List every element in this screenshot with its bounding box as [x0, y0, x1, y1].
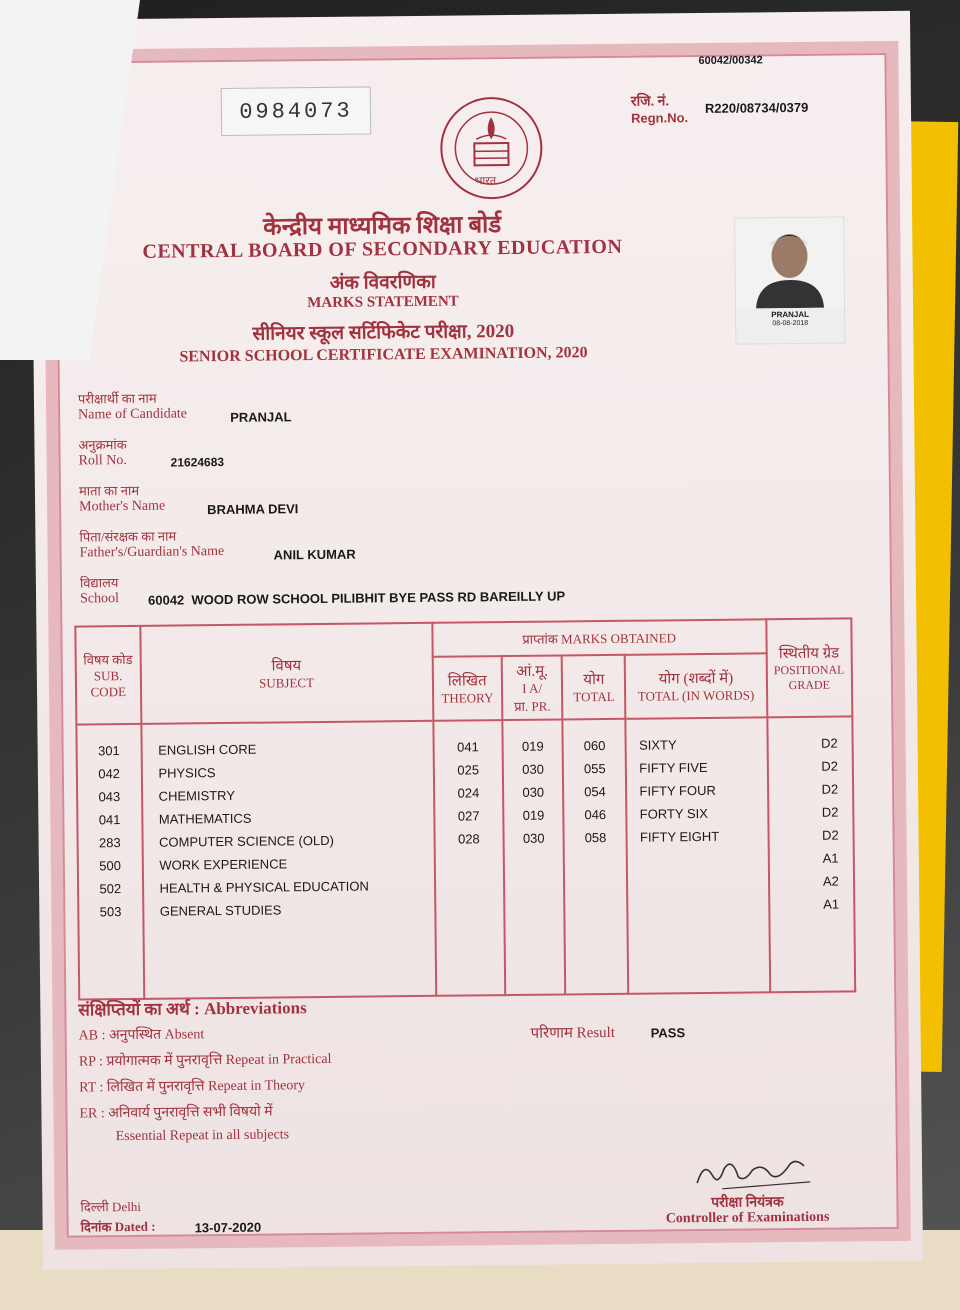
sub-code: 283: [80, 831, 141, 855]
col-sub-code-hi: विषय कोड: [78, 650, 139, 669]
col-marks-obtained: प्राप्तांक MARKS OBTAINED: [432, 619, 766, 656]
col-ia-hi: आं.मू.: [504, 660, 561, 681]
father-label-en: Father's/Guardian's Name: [80, 544, 225, 562]
statement-title-en: MARKS STATEMENT: [33, 291, 733, 315]
col-grade-hi: स्थितीय ग्रेड: [768, 642, 850, 663]
ia-mark: 030: [505, 826, 562, 850]
dated-label-en: Dated :: [115, 1219, 156, 1234]
father-name: ANIL KUMAR: [274, 547, 356, 563]
name-label-hi: परीक्षार्थी का नाम: [78, 389, 157, 408]
col-sub-code: [75, 626, 141, 725]
subjects-column: [141, 721, 436, 999]
board-title-en: CENTRAL BOARD OF SECONDARY EDUCATION: [32, 235, 732, 265]
abbr-rp: RP : प्रयोगात्मक में पुनरावृत्ति Repeat in Practical: [79, 1049, 332, 1071]
ia-mark: 030: [505, 757, 562, 781]
result-label: [531, 1022, 616, 1043]
marks-statement-sheet: [30, 11, 923, 1270]
board-title-hi: केन्द्रीय माध्यमिक शिक्षा बोर्ड: [32, 205, 732, 245]
result-value: PASS: [651, 1025, 686, 1040]
controller-signature: [692, 1152, 812, 1193]
words-column: [626, 717, 770, 993]
grade: A1: [810, 892, 853, 915]
marks-table: [74, 617, 856, 1000]
photo-name: PRANJAL: [736, 309, 844, 319]
theory-mark: 024: [436, 781, 501, 805]
theory-mark: 028: [436, 827, 501, 851]
ia-mark: 030: [505, 780, 562, 804]
abbr-title-hi: संक्षिप्तियों का अर्थ :: [78, 999, 200, 1019]
grade: D2: [808, 754, 851, 777]
roll-number: 21624683: [171, 455, 225, 470]
sub-code: 502: [80, 877, 141, 901]
cbse-emblem: [436, 93, 547, 204]
col-subject: [140, 623, 433, 724]
subject-name: COMPUTER SCIENCE (OLD): [159, 828, 432, 854]
subject-name: MATHEMATICS: [159, 805, 432, 831]
col-pr: प्रा. PR.: [504, 696, 561, 715]
subject-name: HEALTH & PHYSICAL EDUCATION: [159, 874, 432, 900]
col-ia-en: I A/: [504, 680, 561, 697]
col-total: [562, 655, 626, 720]
theory-mark: 041: [435, 735, 500, 759]
col-words-hi: योग (शब्दों में): [627, 667, 764, 688]
total-in-words: FIFTY EIGHT: [640, 824, 766, 848]
col-words-en: TOTAL (IN WORDS): [627, 687, 764, 704]
name-label-en: Name of Candidate: [78, 406, 187, 423]
candidate-photo: [734, 216, 845, 344]
subject-name: PHYSICS: [158, 759, 431, 785]
col-total-en: TOTAL: [564, 689, 623, 706]
col-theory-en: THEORY: [435, 690, 500, 707]
roll-label-hi: अनुक्रमांक: [78, 435, 126, 454]
sub-code: 042: [79, 762, 140, 786]
photo-date: 08-08-2018: [736, 319, 844, 327]
place: [80, 1197, 141, 1216]
emblem-text: भारत: [475, 173, 497, 188]
issue-date: 13-07-2020: [195, 1220, 262, 1236]
total-in-words: FIFTY FOUR: [639, 778, 765, 802]
place-hi: दिल्ली: [80, 1199, 108, 1214]
grade-column: [767, 716, 855, 992]
subject-name: ENGLISH CORE: [158, 736, 431, 762]
col-total-hi: योग: [564, 669, 623, 690]
total-in-words: SIXTY: [639, 732, 765, 756]
total-column: [563, 719, 629, 995]
col-grade-en: POSITIONAL GRADE: [768, 662, 850, 693]
total-mark: 054: [565, 780, 624, 804]
abbr-ab: AB : अनुपस्थित Absent: [79, 1024, 205, 1044]
subject-name: CHEMISTRY: [159, 782, 432, 808]
result-label-hi: परिणाम: [531, 1025, 573, 1041]
abbr-title: [78, 995, 307, 1020]
candidate-name: PRANJAL: [230, 409, 292, 425]
dated-label-hi: दिनांक: [81, 1219, 112, 1234]
sub-code: 503: [80, 900, 141, 924]
mother-name: BRAHMA DEVI: [207, 501, 298, 517]
col-subject-en: SUBJECT: [142, 674, 430, 693]
father-label-hi: पिता/संरक्षक का नाम: [79, 526, 176, 545]
col-subject-hi: विषय: [142, 654, 430, 677]
regn-label-hi: रजि. नं.: [631, 91, 669, 110]
col-sub-code-en: SUB. CODE: [78, 668, 139, 701]
grade: D2: [809, 777, 852, 800]
roll-label-en: Roll No.: [79, 453, 127, 470]
dated-label: [81, 1217, 156, 1236]
sub-code: 301: [79, 739, 140, 763]
school-label-hi: विद्यालय: [80, 573, 119, 591]
col-grade: [766, 618, 852, 717]
subject-name: WORK EXPERIENCE: [159, 851, 432, 877]
total-mark: 055: [565, 757, 624, 781]
form-number: 60042/00342: [698, 54, 762, 67]
col-theory-hi: लिखित: [435, 670, 500, 691]
total-in-words: FIFTY FIVE: [639, 755, 765, 779]
mother-label-en: Mother's Name: [79, 499, 165, 516]
grade: D2: [809, 823, 852, 846]
ia-mark: 019: [504, 734, 561, 758]
theory-mark: 027: [436, 804, 501, 828]
theory-mark: 025: [435, 758, 500, 782]
exam-title-en: SENIOR SCHOOL CERTIFICATE EXAMINATION, 2020: [33, 343, 733, 368]
ia-column: [502, 719, 565, 995]
total-mark: 060: [565, 734, 624, 758]
school-label-en: School: [80, 591, 119, 607]
sub-code: 041: [79, 808, 140, 832]
grade: A2: [810, 869, 853, 892]
controller-title-en: Controller of Examinations: [623, 1209, 873, 1228]
mother-label-hi: माता का नाम: [79, 481, 139, 500]
regn-label-en: Regn.No.: [631, 110, 688, 126]
place-en: Delhi: [112, 1199, 141, 1214]
col-total-words: [625, 653, 767, 718]
controller-title-hi: परीक्षा नियंत्रक: [622, 1191, 872, 1213]
abbr-er: ER : अनिवार्य पुनरावृत्ति सभी विषयो में: [79, 1102, 272, 1123]
regn-number: R220/08734/0379: [705, 100, 809, 116]
grade: D2: [808, 731, 851, 754]
table-body: [76, 716, 855, 999]
grade: D2: [809, 800, 852, 823]
grade: A1: [809, 846, 852, 869]
subject-name: GENERAL STUDIES: [160, 897, 433, 923]
sub-code: 043: [79, 785, 140, 809]
total-in-words: FORTY SIX: [640, 801, 766, 825]
codes-column: [76, 724, 143, 1000]
sub-code: 500: [80, 854, 141, 878]
abbr-er-en: Essential Repeat in all subjects: [116, 1127, 290, 1145]
total-mark: 058: [566, 826, 625, 850]
exam-title-hi: सीनियर स्कूल सर्टिफिकेट परीक्षा, 2020: [33, 315, 733, 348]
statement-title-hi: अंक विवरणिका: [33, 265, 733, 298]
col-ia-pr: [502, 655, 563, 720]
abbr-title-en: Abbreviations: [204, 998, 307, 1018]
school-name: 60042 WOOD ROW SCHOOL PILIBHIT BYE PASS RD BAREILLY UP: [148, 588, 565, 607]
serial-number: 0984073: [221, 86, 371, 136]
total-mark: 046: [566, 803, 625, 827]
result-label-en: Result: [577, 1025, 616, 1041]
ia-mark: 019: [505, 803, 562, 827]
theory-column: [433, 720, 505, 996]
abbr-rt: RT : लिखित में पुनरावृत्ति Repeat in Theory: [79, 1075, 305, 1096]
col-theory: [432, 656, 502, 721]
